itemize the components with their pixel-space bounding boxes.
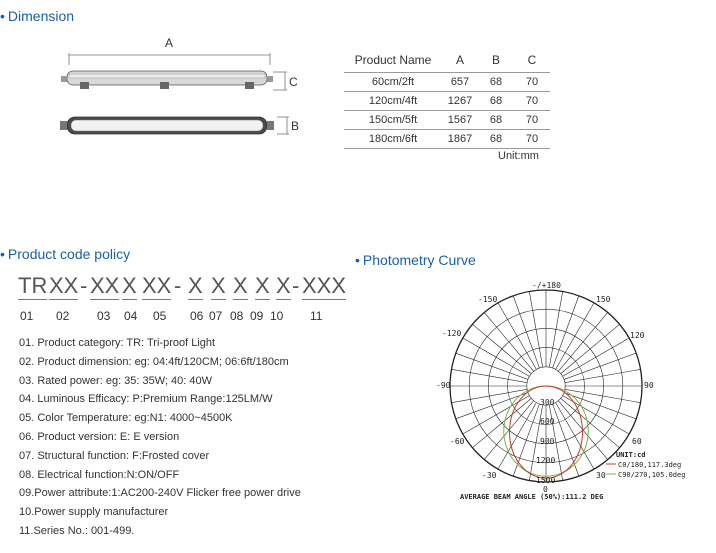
luminaire-top-view — [60, 117, 274, 134]
col-header-b: B — [491, 53, 500, 67]
code-segment: X — [276, 273, 291, 298]
bullet-dot: • — [0, 8, 5, 24]
col-header-a: A — [455, 53, 464, 67]
list-item: 07. Structural function: F:Frosted cover — [19, 449, 210, 462]
table-cell: 68 — [478, 111, 514, 130]
radial-label: 1500 — [536, 476, 556, 485]
photometry-polar-chart — [420, 278, 716, 508]
code-segment: TR — [18, 273, 48, 298]
code-number: 07 — [209, 309, 223, 323]
bullet-dot: • — [355, 252, 360, 268]
angle-label-r150: 150 — [596, 295, 611, 304]
code-number: 10 — [270, 309, 284, 323]
list-item: 09.Power attribute:1:AC200-240V Flicker free power drive — [19, 487, 301, 500]
code-number: 05 — [153, 309, 167, 323]
table-row — [344, 92, 550, 111]
table-cell: 68 — [478, 73, 514, 92]
code-segment: X — [211, 273, 226, 298]
polar-spoke — [549, 291, 562, 367]
col-header-product-name: Product Name — [354, 53, 432, 67]
polar-spoke — [451, 369, 527, 382]
polar-spoke — [565, 369, 641, 382]
list-item: 05. Color Temperature: eg:N1: 4000~4500K — [19, 412, 233, 425]
list-item: 06. Product version: E: E version — [19, 430, 180, 443]
code-policy-title — [0, 246, 130, 262]
polar-spoke — [456, 393, 528, 419]
photometry-title — [355, 252, 476, 268]
table-cell: 1867 — [442, 130, 478, 149]
table-cell: 68 — [478, 130, 514, 149]
angle-label-l150: -150 — [478, 295, 498, 304]
code-number: 02 — [56, 309, 70, 323]
bullet-dot: • — [0, 246, 5, 262]
angle-label-l60: -60 — [450, 437, 465, 446]
polar-spoke — [553, 404, 579, 476]
list-item: 08. Electrical function:N:ON/OFF — [19, 468, 180, 481]
table-cell: 70 — [514, 130, 550, 149]
code-separator: - — [174, 273, 182, 298]
dimension-title-text: Dimension — [7, 8, 75, 24]
polar-spoke — [564, 393, 636, 419]
code-number: 04 — [124, 309, 138, 323]
dimension-drawing — [55, 35, 315, 145]
code-segment: X — [233, 273, 248, 298]
code-segment: X — [255, 273, 270, 298]
table-cell: 70 — [514, 92, 550, 111]
code-segment: X — [188, 273, 203, 298]
beam-angle-label: AVERAGE BEAM ANGLE (50%):111.2 DEG — [460, 493, 604, 501]
angle-label-l120: -120 — [442, 329, 462, 338]
polar-spoke — [513, 404, 539, 476]
polar-spoke — [456, 353, 528, 379]
col-header-c: C — [527, 53, 537, 67]
table-cell: 1267 — [442, 92, 478, 111]
dim-label-b: B — [291, 119, 300, 133]
table-row — [344, 130, 550, 149]
angle-label-r90: 90 — [644, 381, 654, 390]
code-segment: XX — [90, 273, 120, 298]
code-number: 09 — [250, 309, 264, 323]
list-item: 01. Product category: TR: Tri-proof Light — [19, 337, 216, 349]
angle-label-r60: 60 — [632, 437, 642, 446]
list-item: 11.Series No.: 001-499. — [19, 524, 135, 537]
angle-label-top: -/+180 — [532, 281, 561, 290]
radial-label: 1200 — [536, 456, 556, 465]
polar-spoke — [564, 353, 636, 379]
code-separator: - — [80, 273, 88, 298]
code-number: 01 — [20, 309, 34, 323]
code-segment: X — [122, 273, 137, 298]
code-segment: XXX — [302, 273, 347, 298]
table-cell: 1567 — [442, 111, 478, 130]
table-cell: 120cm/4ft — [344, 92, 442, 111]
code-policy-title-text: Product code policy — [7, 246, 131, 262]
table-row — [344, 73, 550, 92]
polar-spoke — [565, 389, 641, 402]
polar-spoke — [513, 296, 539, 368]
polar-spoke — [553, 296, 579, 368]
code-number: 11 — [310, 309, 323, 323]
unit-label: Unit:mm — [498, 150, 539, 162]
code-number: 08 — [230, 309, 244, 323]
list-item: 04. Luminous Efficacy: P:Premium Range:125LM/W — [19, 393, 273, 406]
unit-label-cd: UNIT:cd — [616, 451, 646, 459]
polar-spoke — [451, 389, 527, 402]
dim-label-c: C — [289, 75, 298, 89]
angle-label-l90: -90 — [436, 381, 451, 390]
legend-c90: C90/270,105.0deg — [618, 471, 686, 479]
code-policy-list — [19, 334, 301, 541]
table-row — [344, 111, 550, 130]
angle-label-bottom: 0 — [543, 485, 548, 494]
luminaire-side-view — [61, 71, 273, 89]
table-cell: 70 — [514, 111, 550, 130]
list-item: 10.Power supply manufacturer — [19, 506, 169, 519]
table-cell: 150cm/5ft — [344, 111, 442, 130]
list-item: 03. Rated power: eg: 35: 35W; 40: 40W — [19, 374, 213, 387]
radial-label: 900 — [540, 437, 555, 446]
angle-label-l30: -30 — [482, 471, 497, 480]
angle-label-r30: 30 — [596, 471, 606, 480]
radial-label: 300 — [540, 398, 555, 407]
code-number: 06 — [190, 309, 204, 323]
dimension-table — [344, 51, 550, 149]
legend-c0: C0/180,117.3deg — [618, 461, 682, 469]
table-cell: 70 — [514, 73, 550, 92]
table-cell: 60cm/2ft — [344, 73, 442, 92]
code-segment: XX — [142, 273, 172, 298]
list-item: 02. Product dimension: eg: 04:4ft/120CM; 06:6ft/180cm — [19, 355, 289, 368]
radial-label: 600 — [540, 417, 555, 426]
table-cell: 180cm/6ft — [344, 130, 442, 149]
polar-spoke — [529, 291, 542, 367]
table-cell: 657 — [442, 73, 478, 92]
code-segment: XX — [49, 273, 79, 298]
code-separator: - — [292, 273, 300, 298]
table-header-row — [344, 51, 550, 73]
angle-label-r120: 120 — [630, 331, 645, 340]
code-number: 03 — [97, 309, 111, 323]
dim-label-a: A — [165, 36, 174, 50]
table-cell: 68 — [478, 92, 514, 111]
photometry-title-text: Photometry Curve — [362, 252, 476, 268]
dimension-title — [0, 8, 74, 24]
